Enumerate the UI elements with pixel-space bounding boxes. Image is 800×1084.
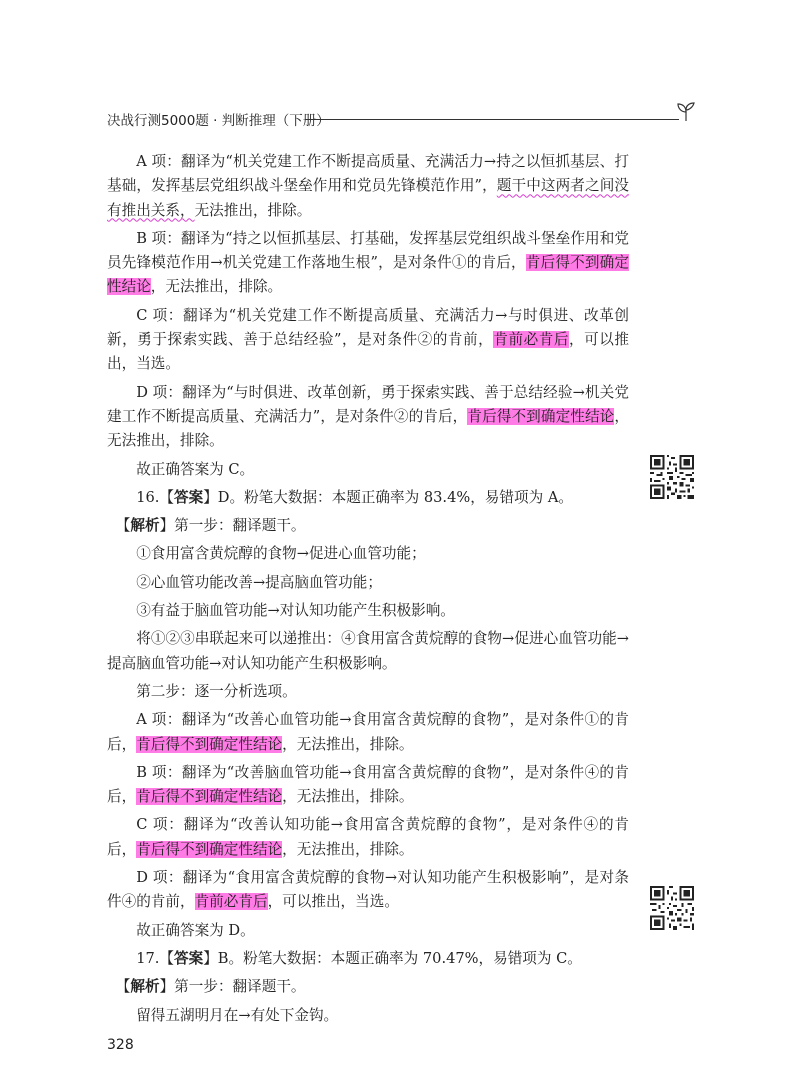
text-segment: 17.【 — [136, 949, 174, 967]
text-segment: C 项：翻译为“改善认知功能→食用富含黄烷醇的食物”，是对条件④的肯后， — [107, 816, 629, 858]
section-tag: 答案 — [174, 488, 204, 506]
text-segment: ①食用富含黄烷醇的食物→促进心血管功能； — [136, 545, 426, 563]
paragraph — [107, 542, 629, 566]
paragraph — [107, 227, 629, 300]
paragraph — [107, 919, 629, 943]
text-segment: 【 — [115, 978, 131, 996]
paragraph — [107, 866, 629, 915]
text-segment: 将①②③串联起来可以递推出：④食用富含黄烷醇的食物→促进心血管功能→提高脑血管功能→对认知功能产生积极影响。 — [107, 630, 629, 672]
text-segment: ，无法推出，排除。 — [282, 735, 414, 753]
paragraph — [107, 599, 629, 623]
highlight-text: 肯后得不到确定性结论 — [136, 788, 283, 806]
text-segment: 】D。粉笔大数据：本题正确率为 83.4%，易错项为 A。 — [203, 488, 573, 506]
solution-text — [107, 150, 629, 1032]
text-segment: ，无法推出，排除。 — [282, 840, 414, 858]
paragraph — [107, 381, 629, 454]
text-segment: B 项：翻译为“持之以恒抓基层、打基础，发挥基层党组织战斗堡垒作用和党员先锋模范作用→机关党建工作落地生根”，是对条件①的肯后， — [107, 229, 629, 272]
text-segment: A 项：翻译为“改善心血管功能→食用富含黄烷醇的食物”，是对条件①的肯后， — [107, 711, 629, 753]
text-segment: ，可以推出，当选。 — [107, 331, 629, 373]
highlight-text: 肯前必肯后 — [493, 331, 569, 349]
paragraph — [107, 813, 629, 862]
highlight-text: 肯后得不到确定性结论 — [136, 840, 283, 858]
leaf-sprout-icon — [675, 101, 697, 123]
text-segment: 】第一步：翻译题干。 — [159, 517, 306, 535]
paragraph — [107, 514, 629, 538]
page-number: 328 — [107, 1037, 134, 1053]
qr-code-icon[interactable] — [650, 886, 694, 930]
paragraph — [107, 708, 629, 757]
text-segment: D 项：翻译为“食用富含黄烷醇的食物→对认知功能产生积极影响”，是对条件④的肯前， — [107, 869, 629, 911]
text-segment: 16.【 — [136, 488, 174, 506]
text-segment: ，可以推出，当选。 — [267, 893, 399, 911]
paragraph — [107, 150, 629, 223]
qr-code-icon[interactable] — [650, 455, 694, 499]
paragraph — [107, 1004, 629, 1028]
section-tag: 解析 — [130, 978, 160, 996]
header-rule — [305, 119, 679, 120]
text-segment: ，无法推出，排除。 — [107, 407, 629, 450]
text-segment: 故正确答案为 D。 — [136, 921, 255, 939]
paragraph — [107, 680, 629, 704]
paragraph — [107, 486, 629, 510]
text-segment: 【 — [115, 517, 131, 535]
text-segment: 留得五湖明月在→有处下金钩。 — [136, 1006, 339, 1024]
text-segment: 第二步：逐一分析选项。 — [136, 682, 297, 700]
text-segment: 】第一步：翻译题干。 — [159, 978, 306, 996]
text-segment: ③有益于脑血管功能→对认知功能产生积极影响。 — [136, 602, 455, 620]
paragraph — [107, 571, 629, 595]
paragraph — [107, 975, 629, 999]
text-segment: C 项：翻译为“机关党建工作不断提高质量、充满活力→与时俱进、改革创新，勇于探索实践、善于总结经验”，是对条件②的肯前， — [107, 306, 629, 349]
highlight-text: 肯后得不到确定性结论 — [107, 254, 629, 296]
paragraph — [107, 304, 629, 377]
underlined-text: 题干中这两者之间没有推出关系， — [107, 177, 629, 219]
section-tag: 解析 — [130, 517, 160, 535]
text-segment: D 项：翻译为“与时俱进、改革创新，勇于探索实践、善于总结经验→机关党建工作不断提高质量、充满活力”，是对条件②的肯后， — [107, 383, 629, 425]
text-segment: ②心血管功能改善→提高脑血管功能； — [136, 573, 382, 591]
text-segment: ，无法推出，排除。 — [150, 278, 283, 296]
paragraph — [107, 761, 629, 810]
text-segment: 】B。粉笔大数据：本题正确率为 70.47%，易错项为 C。 — [203, 949, 582, 967]
text-segment: ，无法推出，排除。 — [282, 788, 414, 806]
text-segment: A 项：翻译为“机关党建工作不断提高质量、充满活力→持之以恒抓基层、打基础，发挥基层党组织战斗堡垒作用和党员先锋模范作用”， — [107, 153, 629, 195]
text-segment: 无法推出，排除。 — [194, 201, 312, 219]
section-tag: 答案 — [174, 949, 204, 967]
paragraph — [107, 627, 629, 676]
paragraph — [107, 947, 629, 971]
paragraph — [107, 458, 629, 482]
text-segment: B 项：翻译为“改善脑血管功能→食用富含黄烷醇的食物”，是对条件④的肯后， — [107, 763, 629, 806]
book-title: 决战行测5000题 · 判断推理（下册） — [107, 113, 330, 129]
page-header — [107, 101, 697, 131]
highlight-text: 肯前必肯后 — [194, 893, 268, 911]
highlight-text: 肯后得不到确定性结论 — [136, 735, 283, 753]
text-segment: 故正确答案为 C。 — [136, 460, 255, 478]
highlight-text: 肯后得不到确定性结论 — [467, 407, 615, 425]
